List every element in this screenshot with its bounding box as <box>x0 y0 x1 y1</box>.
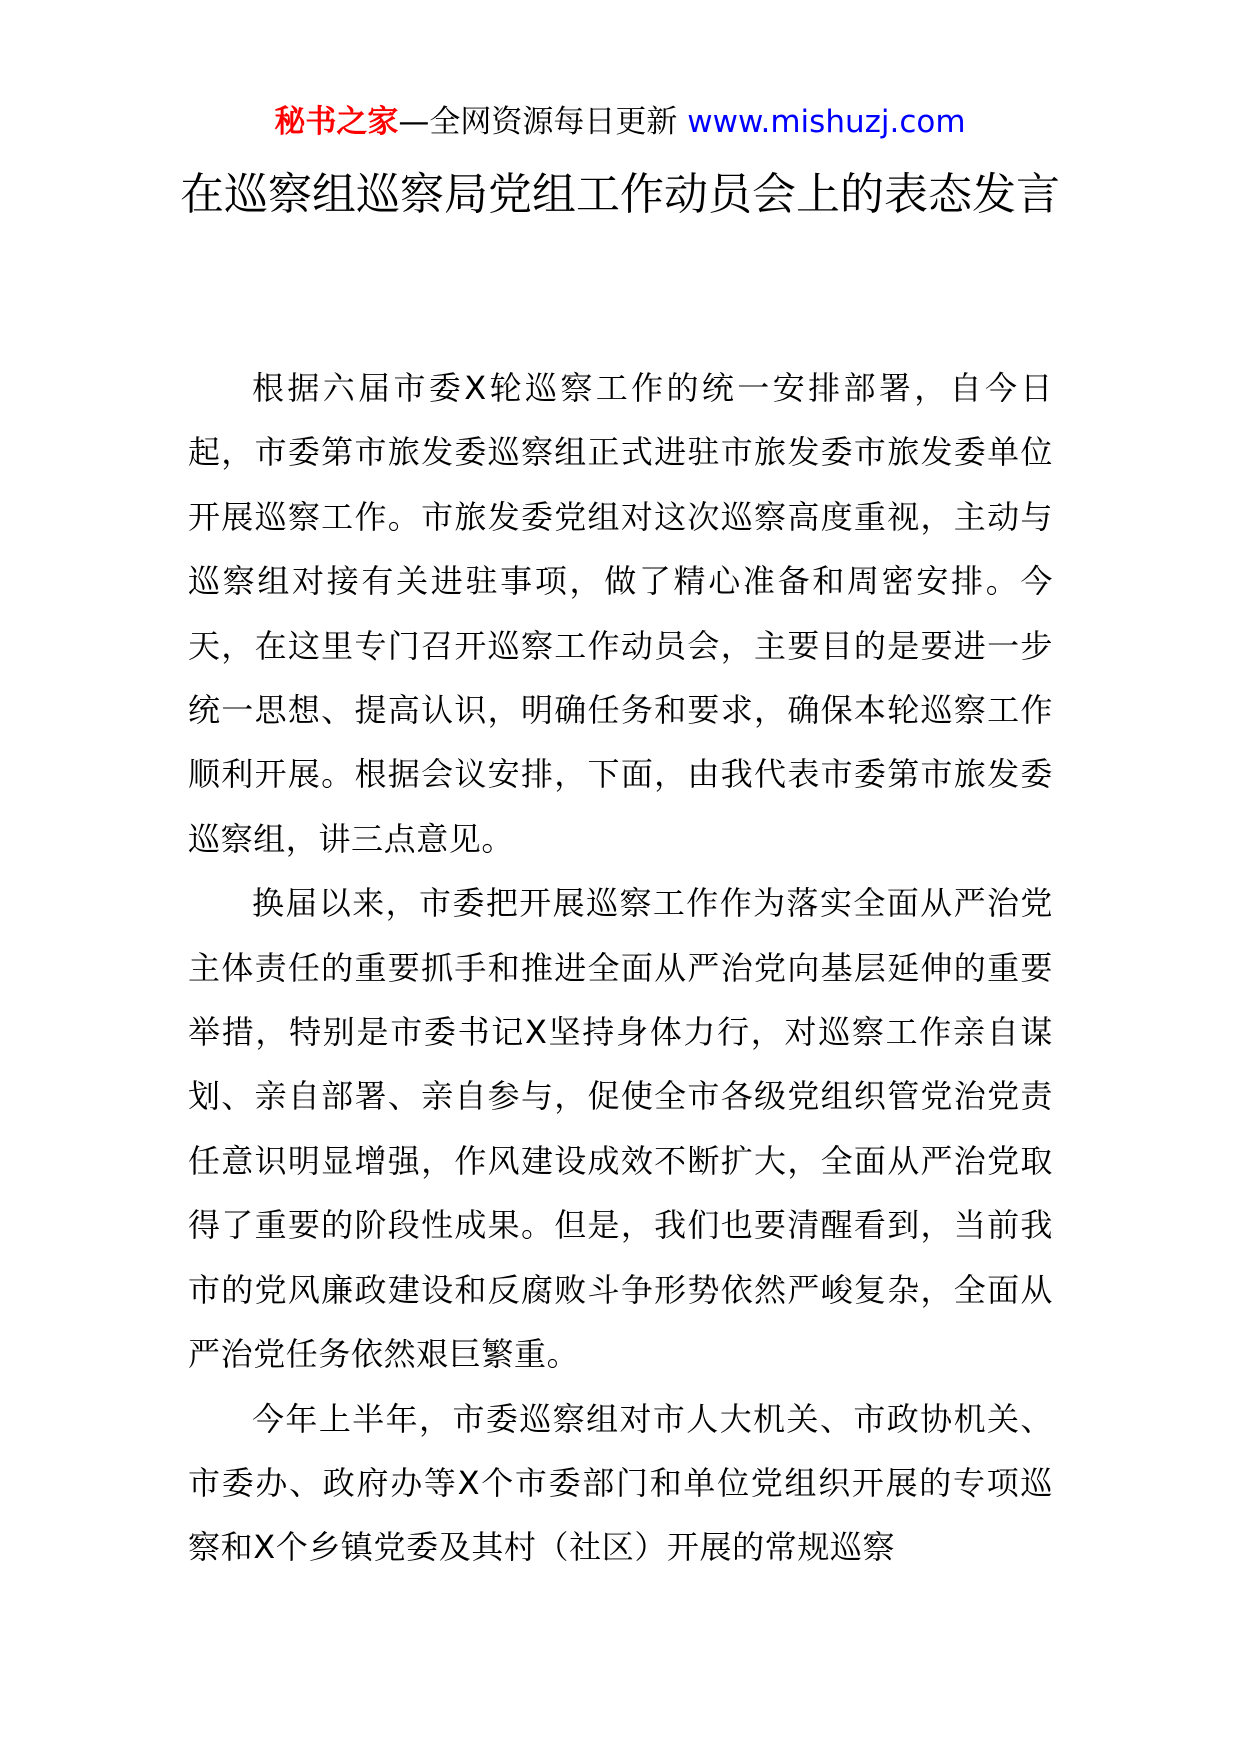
paragraph-3: 今年上半年，市委巡察组对市人大机关、市政协机关、市委办、政府办等X个市委部门和单位党组织开展的专项巡察和X个乡镇党委及其村（社区）开展的常规巡察 <box>188 1399 1053 1567</box>
brand-name: 秘书之家 <box>274 104 399 140</box>
document-title: 在巡察组巡察局党组工作动员会上的表态发言 <box>180 169 1060 220</box>
paragraph-2: 换届以来，市委把开展巡察工作作为落实全面从严治党主体责任的重要抓手和推进全面从严治党向基层延伸的重要举措，特别是市委书记X坚持身体力行，对巡察工作亲自谋划、亲自部署、亲自参与，促使全市各级党组织管党治党责任意识明显增强，作风建设成效不断扩大，全面从严治党取得了重要的阶段性成果。但是，我们也要清醒看到，当前我市的党风廉政建设和反腐败斗争形势依然严峻复杂，全面从严治党任务依然艰巨繁重。 <box>188 884 1053 1374</box>
site-header <box>0 100 1240 144</box>
paragraph-1: 根据六届市委X轮巡察工作的统一安排部署，自今日起，市委第市旅发委巡察组正式进驻市旅发委市旅发委单位开展巡察工作。市旅发委党组对这次巡察高度重视，主动与巡察组对接有关进驻事项，做了精心准备和周密安排。今天，在这里专门召开巡察工作动员会，主要目的是要进一步统一思想、提高认识，明确任务和要求，确保本轮巡察工作顺利开展。根据会议安排，下面，由我代表市委第市旅发委巡察组，讲三点意见。 <box>188 369 1053 858</box>
header-tagline: —全网资源每日更新 <box>398 104 688 140</box>
document-body <box>188 356 1053 1580</box>
site-url-link[interactable]: www.mishuzj.com <box>687 104 966 140</box>
